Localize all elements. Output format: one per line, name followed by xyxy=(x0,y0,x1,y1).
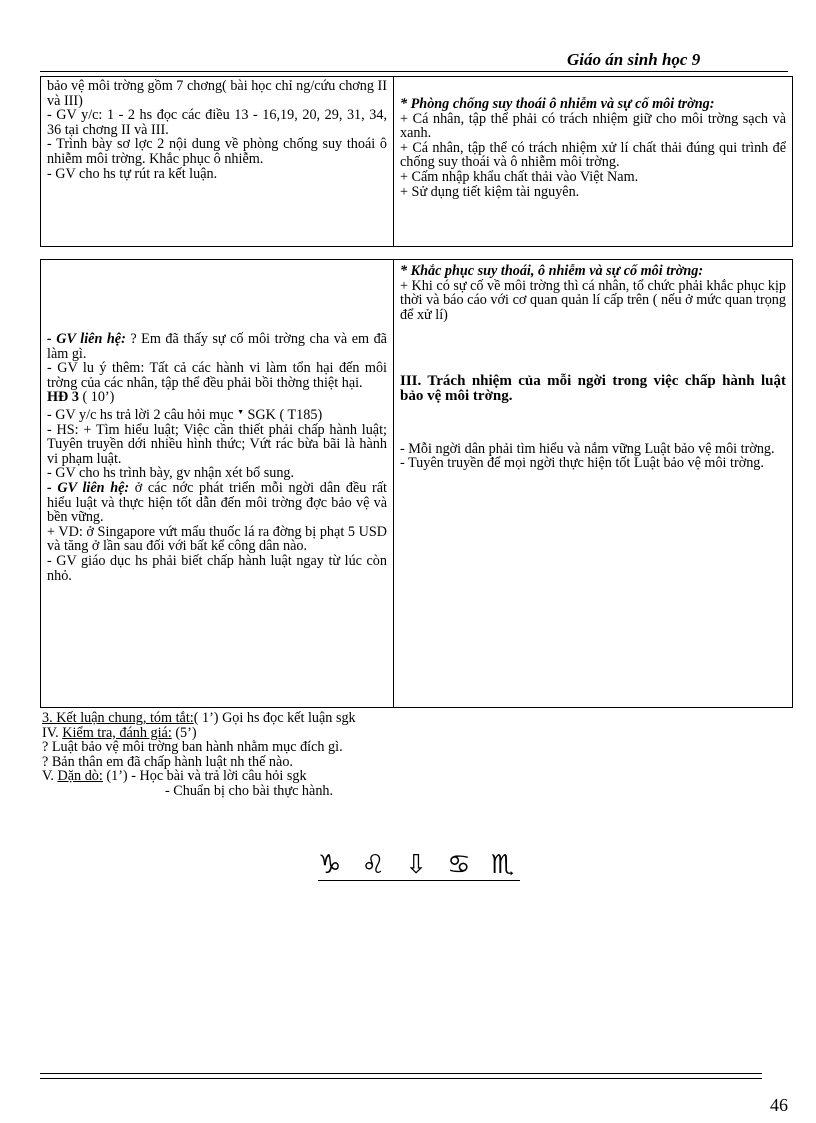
triangle-icon: ▼ xyxy=(237,407,244,416)
table1-right-heading: * Phòng chống suy thoái ô nhiễm và sự cố môi trờng: xyxy=(400,96,715,112)
lesson-table-1 xyxy=(40,76,793,247)
table1-right-line: + Sử dụng tiết kiệm tài nguyên. xyxy=(400,183,580,200)
column-divider xyxy=(393,77,394,246)
teacher-connect-1: - GV liên hệ: ? Em đã thấy sự cố môi trờng cha và em đã làm gì. xyxy=(47,331,387,362)
conclusion-line: 3. Kết luận chung, tóm tắt:( 1’) Gọi hs đọc kết luận sgk xyxy=(42,710,356,726)
activity-3-title: HĐ 3 ( 10’) xyxy=(47,389,115,406)
lesson-footer xyxy=(42,711,356,799)
teacher-connect-label: - GV liên hệ: xyxy=(47,479,130,496)
table2-right-line: - Tuyên truyền để mọi ngời thực hiện tốt Luật bảo vệ môi trờng. xyxy=(400,455,764,472)
header-rule xyxy=(40,71,788,72)
table2-right-line: + Khi có sự cố về môi trờng thì cá nhân, tổ chức phải khắc phục kịp thời và báo cáo với cơ quan quản lí cấp trên ( nếu ở mức quan trọng để xử lí) xyxy=(400,277,786,323)
table1-left-line: - GV cho hs tự rút ra kết luận. xyxy=(47,165,218,182)
table2-right-line: - Mỗi ngời dân phải tìm hiểu và nắm vững Luật bảo vệ môi trờng. xyxy=(400,440,775,457)
teacher-note: - GV lu ý thêm: Tất cả các hành vi làm tổn hại đến môi trờng của các nhân, tập thể đều phải bồi thờng thiệt hại. xyxy=(47,360,387,391)
example-text: + VD: ở Singapore vứt mẩu thuốc lá ra đờng bị phạt 5 USD và tăng ở lần sau đối với bất kể công dân nào. xyxy=(47,523,387,555)
section-3-heading: III. Trách nhiệm của mỗi ngời trong việc chấp hành luật bảo vệ môi trờng. xyxy=(400,373,786,404)
table2-right-cell xyxy=(400,264,786,471)
table1-left-line: - Trình bày sơ lợc 2 nội dung về phòng chống suy thoái ô nhiễm môi trờng. Khắc phục ô nhiễm. xyxy=(47,136,387,167)
teacher-connect-2: - GV liên hệ: ở các nớc phát triển mỗi ngời dân đều rất hiểu luật và thực hiện tốt dẫn đến môi trờng đợc bảo vệ và bền vững. xyxy=(47,479,387,526)
column-divider xyxy=(393,260,394,707)
table1-right-line: + Cá nhân, tập thể phải có trách nhiệm giữ cho môi trờng sạch và xanh. xyxy=(400,110,786,142)
page-header-title: Giáo án sinh học 9 xyxy=(567,50,701,69)
page-number: 46 xyxy=(770,1095,788,1115)
table1-right-cell xyxy=(400,97,786,199)
table1-left-line: - GV y/c: 1 - 2 hs đọc các điều 13 - 16,19, 20, 29, 31, 34, 36 tại chơng II và III. xyxy=(47,107,387,138)
footer-rule xyxy=(40,1073,762,1079)
check-line: IV. Kiểm tra, đánh giá: (5’) xyxy=(42,724,197,741)
ornament-symbols-icon: ♑ ♌ ⇩ ♋ ♏ xyxy=(318,850,521,880)
teacher-question: - GV y/c hs trả lời 2 câu hỏi mục ▼ SGK ( T185) xyxy=(47,406,323,423)
table2-left-cell xyxy=(47,332,387,583)
teacher-educate: - GV giáo dục hs phải biết chấp hành luật ngay từ lúc còn nhỏ. xyxy=(47,552,387,584)
table1-right-line: + Cấm nhập khẩu chất thải vào Việt Nam. xyxy=(400,168,639,185)
teacher-connect-label: - GV liên hệ: xyxy=(47,331,126,347)
table2-right-heading: * Khắc phục suy thoái, ô nhiễm và sự cố môi trờng: xyxy=(400,263,704,279)
homework-line: V. Dặn dò: (1’) - Học bài và trả lời câu hỏi sgk xyxy=(42,768,307,785)
check-question: ? Luật bảo vệ môi trờng ban hành nhằm mục đích gì. xyxy=(42,739,343,756)
table1-right-line: + Cá nhân, tập thể có trách nhiệm xử lí chất thải đúng qui trình để chống suy thoái và ô nhiễm môi trờng. xyxy=(400,139,786,171)
student-answer: - HS: + Tìm hiểu luật; Việc cần thiết phải chấp hành luật; Tuyên truyền dới nhiều hình thức; Vứt rác bừa bãi là hành vi phạm luật. xyxy=(47,421,387,467)
homework-line: - Chuẩn bị cho bài thực hành. xyxy=(165,782,334,799)
table1-left-cell xyxy=(47,79,387,181)
teacher-present: - GV cho hs trình bày, gv nhận xét bổ sung. xyxy=(47,465,295,482)
lesson-table-2 xyxy=(40,259,793,708)
check-question: ? Bản thân em đã chấp hành luật nh thế nào. xyxy=(42,753,293,770)
table1-left-line: bảo vệ môi trờng gồm 7 chơng( bài học chỉ ng/cứu chơng II và III) xyxy=(47,78,387,109)
